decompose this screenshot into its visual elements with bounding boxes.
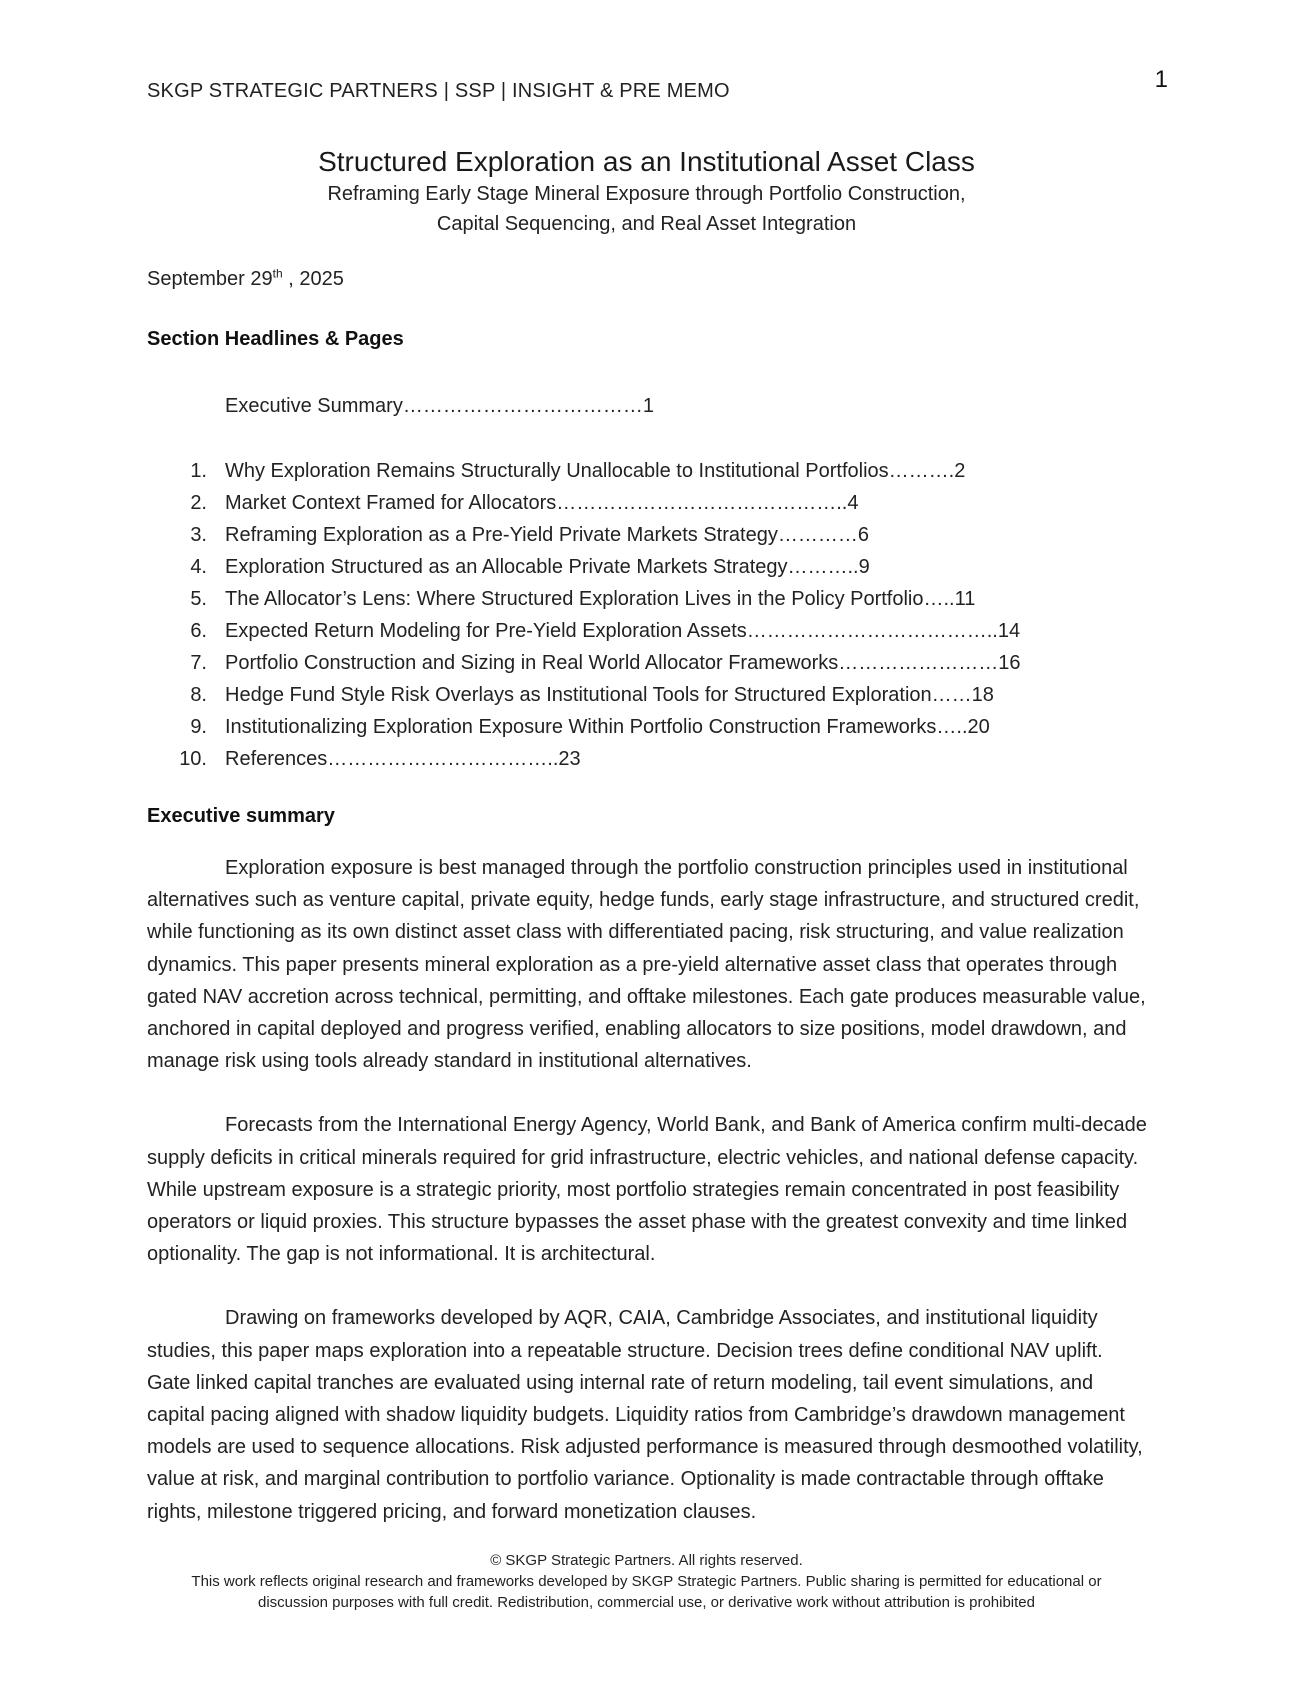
footer-notice-line-2: discussion purposes with full credit. Redistribution, commercial use, or derivative work without attribution is prohibited [257, 1594, 1035, 1611]
toc-item-number: 5. [190, 588, 207, 610]
toc-item-number: 2. [190, 492, 207, 514]
toc-item-number: 3. [190, 524, 207, 546]
running-header: SKGP STRATEGIC PARTNERS | SSP | INSIGHT & PRE MEMO [147, 80, 730, 102]
body-paragraph: Drawing on frameworks developed by AQR, CAIA, Cambridge Associates, and institutional liquidity studies, this paper maps exploration into a repeatable structure. Decision trees define conditional NAV uplift. Gate linked capital tranches are evaluated using internal rate of return modeling, tail event simulations, and capital pacing aligned with shadow liquidity budgets. Liquidity ratios from Cambridge’s drawdown management models are used to sequence allocations. Risk adjusted performance is measured through desmoothed volatility, value at risk, and marginal contribution to portfolio variance. Optionality is made contractable through offtake rights, milestone triggered pricing, and forward monetization clauses. [147, 1307, 1143, 1523]
toc-item-number: 4. [190, 556, 207, 578]
toc-item-text: References……………………………..23 [225, 748, 581, 770]
executive-summary-body [147, 852, 1147, 1560]
toc-item-number: 8. [190, 684, 207, 706]
executive-summary-heading: Executive summary [147, 805, 335, 827]
document-title: Structured Exploration as an Institutional Asset Class [318, 146, 975, 177]
page-number: 1 [1154, 66, 1168, 93]
toc-item-number: 9. [190, 716, 207, 738]
date-ordinal-suffix: th [272, 266, 283, 281]
footer [0, 1550, 1293, 1613]
toc-executive-summary: Executive Summary………………………………1 [225, 395, 654, 417]
date-month-day: September 29 [147, 268, 273, 290]
document-subtitle-line-2: Capital Sequencing, and Real Asset Integration [436, 213, 857, 235]
toc-item-number: 6. [190, 620, 207, 642]
toc-item-text: Reframing Exploration as a Pre-Yield Private Markets Strategy…………6 [225, 524, 869, 546]
footer-copyright: © SKGP Strategic Partners. All rights reserved. [490, 1552, 803, 1569]
title-block [0, 146, 1293, 238]
toc-item-number: 7. [190, 652, 207, 674]
toc-item-text: Expected Return Modeling for Pre-Yield Exploration Assets………………………………..14 [225, 620, 1021, 642]
document-date [147, 268, 344, 291]
toc-item-number: 10. [179, 748, 207, 770]
toc-item-text: Institutionalizing Exploration Exposure Within Portfolio Construction Frameworks…..20 [225, 716, 990, 738]
toc-item-text: Exploration Structured as an Allocable Private Markets Strategy………..9 [225, 556, 870, 578]
body-paragraph: Forecasts from the International Energy Agency, World Bank, and Bank of America confirm multi-decade supply deficits in critical minerals required for grid infrastructure, electric vehicles, and national defense capacity. While upstream exposure is a strategic priority, most portfolio strategies remain concentrated in post feasibility operators or liquid proxies. This structure bypasses the asset phase with the greatest convexity and time linked optionality. The gap is not informational. It is architectural. [147, 1114, 1147, 1266]
toc-item-text: Hedge Fund Style Risk Overlays as Institutional Tools for Structured Exploration……18 [225, 684, 994, 706]
toc-item-number: 1. [190, 460, 207, 482]
body-paragraph: Exploration exposure is best managed through the portfolio construction principles used in institutional alternatives such as venture capital, private equity, hedge funds, early stage infrastructure, and structured credit, while functioning as its own distinct asset class with differentiated pacing, risk structuring, and value realization dynamics. This paper presents mineral exploration as a pre-yield alternative asset class that operates through gated NAV accretion across technical, permitting, and offtake milestones. Each gate produces measurable value, anchored in capital deployed and progress verified, enabling allocators to size positions, model drawdown, and manage risk using tools already standard in institutional alternatives. [147, 857, 1146, 1073]
date-year: , 2025 [282, 268, 344, 290]
toc-item-text: Why Exploration Remains Structurally Unallocable to Institutional Portfolios……….2 [225, 460, 966, 482]
toc-item-text: Market Context Framed for Allocators……………………………………..4 [225, 492, 859, 514]
toc-item-text: Portfolio Construction and Sizing in Real World Allocator Frameworks……………………16 [225, 652, 1021, 674]
toc-heading: Section Headlines & Pages [147, 328, 404, 350]
footer-notice-line-1: This work reflects original research and frameworks developed by SKGP Strategic Partners. Public sharing is permitted for educational or [191, 1573, 1102, 1590]
document-subtitle-line-1: Reframing Early Stage Mineral Exposure through Portfolio Construction, [327, 183, 966, 205]
toc-item-text: The Allocator’s Lens: Where Structured Exploration Lives in the Policy Portfolio…..11 [225, 588, 976, 610]
